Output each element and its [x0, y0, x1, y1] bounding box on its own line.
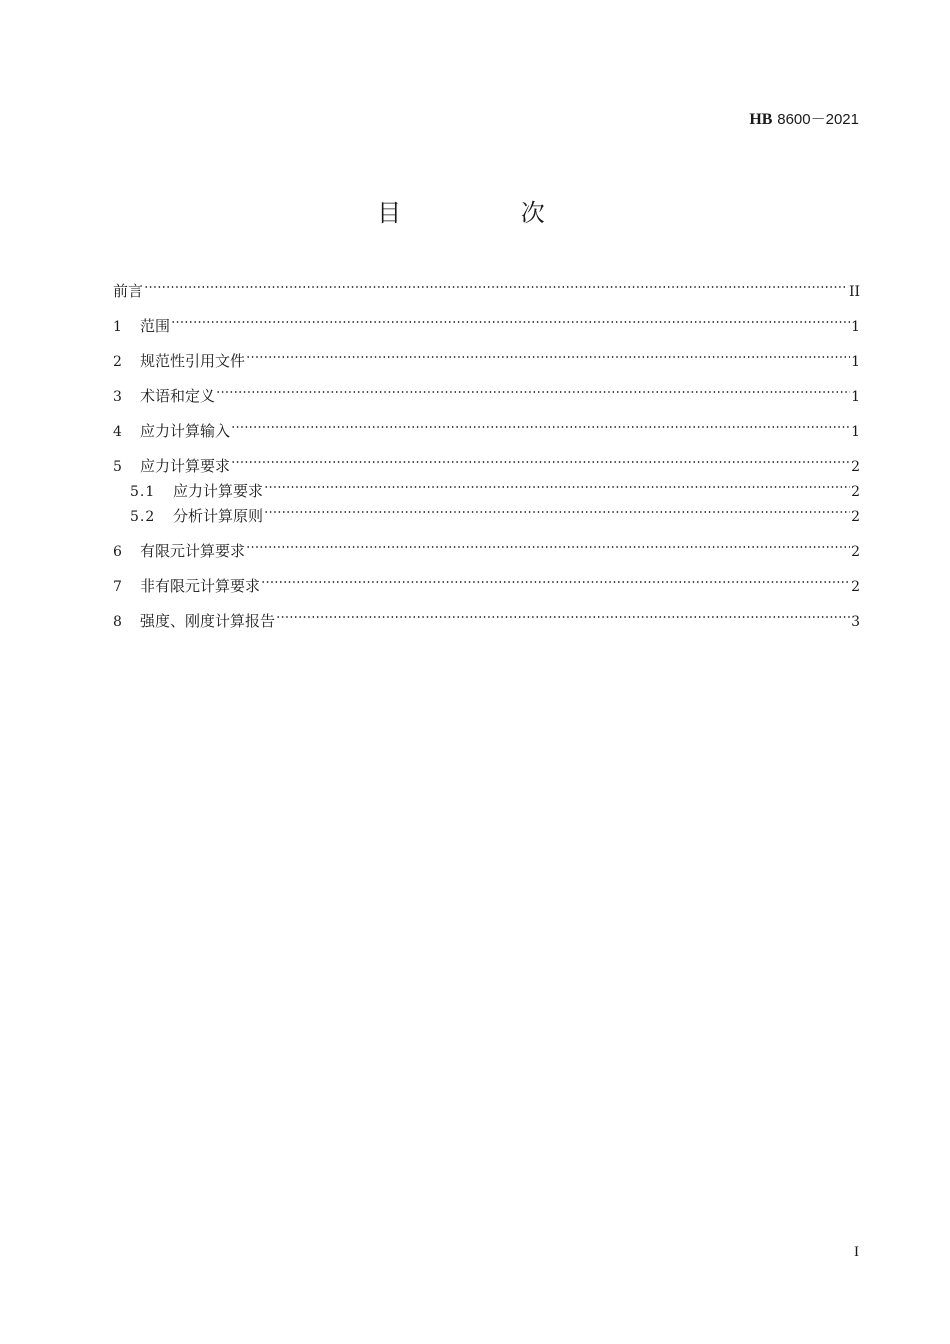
toc-entry-number: 1	[113, 319, 122, 335]
toc-entry-page: 2	[851, 544, 860, 560]
toc-entry-page: 3	[851, 614, 860, 630]
toc-leader-dots	[171, 305, 850, 331]
document-code-number: 8600－2021	[777, 111, 859, 128]
toc-entry[interactable]	[113, 600, 860, 630]
toc-entry-page: 2	[851, 509, 860, 525]
toc-leader-dots	[264, 495, 850, 521]
toc-entry-title: 应力计算要求	[140, 457, 231, 475]
toc-leader-dots	[276, 600, 850, 626]
toc-entry-page: 2	[851, 459, 860, 475]
toc-entry-number: 6	[113, 544, 122, 560]
toc-entry-page: 2	[851, 484, 860, 500]
toc-entry[interactable]	[113, 530, 860, 560]
toc-entry[interactable]	[113, 410, 860, 440]
toc-leader-dots	[144, 270, 848, 296]
toc-entry[interactable]	[113, 340, 860, 370]
toc-entry-title: 前言	[113, 282, 144, 300]
toc-entry-title: 非有限元计算要求	[140, 577, 261, 595]
document-code-prefix: HB	[749, 111, 773, 128]
toc-entry-page: 2	[851, 579, 860, 595]
toc-entry-number: 5.2	[130, 509, 156, 525]
toc-entry-number: 2	[113, 354, 122, 370]
toc-leader-dots	[216, 375, 850, 401]
document-code	[749, 108, 859, 129]
toc-entry-number: 5.1	[130, 484, 156, 500]
toc-entry[interactable]	[113, 375, 860, 405]
toc-entry-page: 1	[851, 354, 860, 370]
toc-entry-title: 范围	[140, 317, 171, 335]
toc-entry-title: 应力计算输入	[140, 422, 231, 440]
toc-entry[interactable]	[113, 445, 860, 475]
toc-entry-page: 1	[851, 319, 860, 335]
toc-leader-dots	[261, 565, 850, 591]
toc-entry-number: 5	[113, 459, 122, 475]
toc-entry[interactable]	[113, 565, 860, 595]
toc-leader-dots	[246, 340, 850, 366]
toc-entry-page: II	[848, 284, 860, 300]
toc-leader-dots	[264, 470, 850, 496]
toc-entry[interactable]	[113, 270, 860, 300]
toc-entry-title: 术语和定义	[140, 387, 216, 405]
table-of-contents	[113, 270, 860, 630]
toc-entry-title: 强度、刚度计算报告	[140, 612, 276, 630]
toc-entry-number: 3	[113, 389, 122, 405]
toc-entry-number: 7	[113, 579, 122, 595]
page-number: I	[854, 1244, 859, 1260]
toc-entry-number: 4	[113, 424, 122, 440]
page-title: 目 次	[377, 199, 601, 227]
toc-leader-dots	[231, 445, 850, 471]
toc-entry[interactable]	[113, 305, 860, 335]
toc-entry-page: 1	[851, 389, 860, 405]
toc-leader-dots	[231, 410, 850, 436]
toc-entry-title: 应力计算要求	[173, 482, 264, 500]
toc-entry-title: 规范性引用文件	[140, 352, 246, 370]
toc-leader-dots	[246, 530, 850, 556]
toc-entry-number: 8	[113, 614, 122, 630]
toc-entry-title: 有限元计算要求	[140, 542, 246, 560]
toc-entry-page: 1	[851, 424, 860, 440]
toc-entry-title: 分析计算原则	[173, 507, 264, 525]
